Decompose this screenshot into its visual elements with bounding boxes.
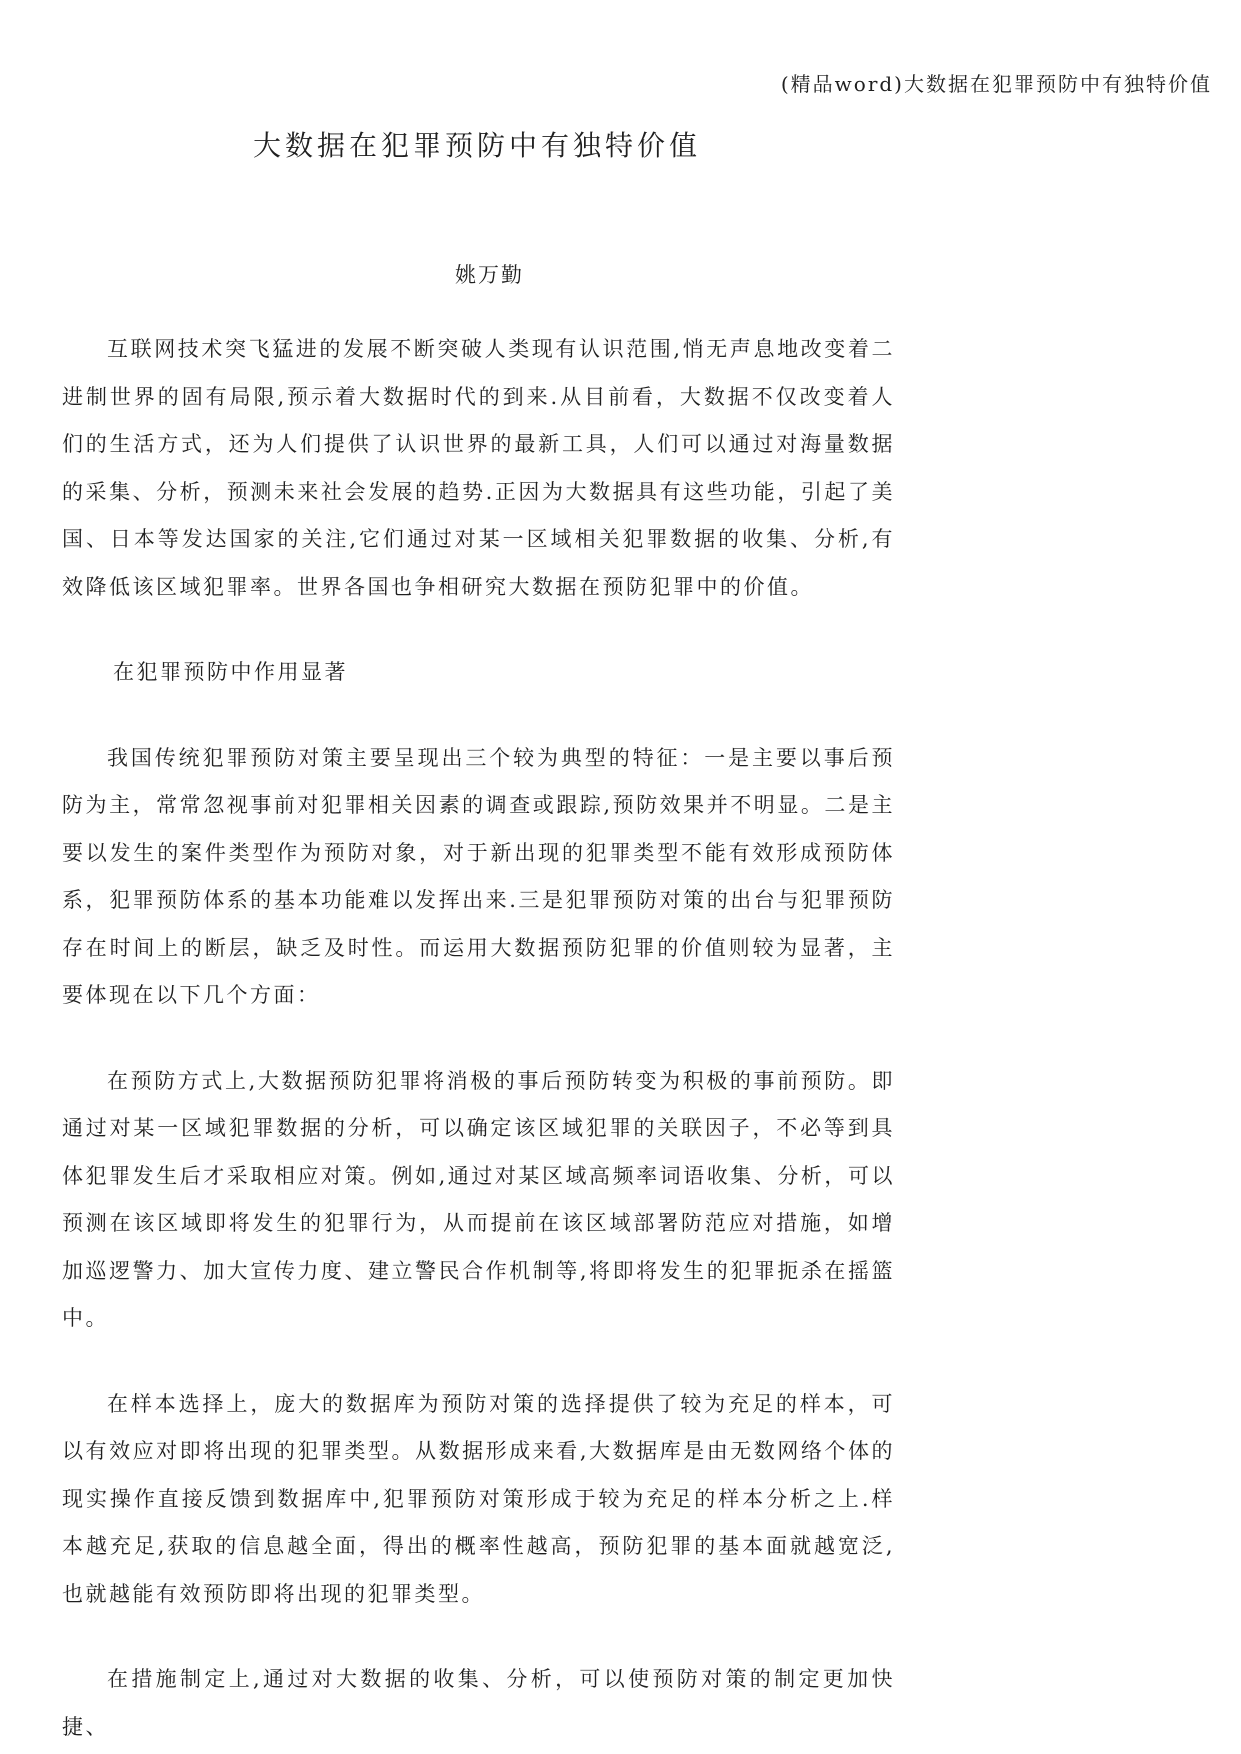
paragraph-prevention-method: 在预防方式上,大数据预防犯罪将消极的事后预防转变为积极的事前预防。即通过对某一区域犯罪数据的分析，可以确定该区域犯罪的关联因子，不必等到具体犯罪发生后才采取相应对策。例如,通过对某区域高频率词语收集、分析，可以预测在该区域即将发生的犯罪行为，从而提前在该区域部署防范应对措施，如增加巡逻警力、加大宣传力度、建立警民合作机制等,将即将发生的犯罪扼杀在摇篮中。: [62, 1068, 895, 1330]
author-name: 姚万勤: [455, 263, 524, 287]
paragraph-sample-selection: 在样本选择上，庞大的数据库为预防对策的选择提供了较为充足的样本，可以有效应对即将出现的犯罪类型。从数据形成来看,大数据库是由无数网络个体的现实操作直接反馈到数据库中,犯罪预防对策形成于较为充足的样本分析之上.样本越充足,获取的信息越全面，得出的概率性越高，预防犯罪的基本面就越宽泛,也就越能有效预防即将出现的犯罪类型。: [62, 1391, 895, 1606]
document-body: [62, 326, 895, 1751]
paragraph-intro: 互联网技术突飞猛进的发展不断突破人类现有认识范围,悄无声息地改变着二进制世界的固有局限,预示着大数据时代的到来.从目前看，大数据不仅改变着人们的生活方式，还为人们提供了认识世界的最新工具，人们可以通过对海量数据的采集、分析，预测未来社会发展的趋势.正因为大数据具有这些功能，引起了美国、日本等发达国家的关注,它们通过对某一区域相关犯罪数据的收集、分析,有效降低该区域犯罪率。世界各国也争相研究大数据在预防犯罪中的价值。: [62, 337, 895, 599]
page-header-watermark: (精品word)大数据在犯罪预防中有独特价值: [780, 72, 1212, 96]
paragraph-traditional-features: 我国传统犯罪预防对策主要呈现出三个较为典型的特征：一是主要以事后预防为主，常常忽视事前对犯罪相关因素的调查或跟踪,预防效果并不明显。二是主要以发生的案件类型作为预防对象，对于新出现的犯罪类型不能有效形成预防体系，犯罪预防体系的基本功能难以发挥出来.三是犯罪预防对策的出台与犯罪预防存在时间上的断层，缺乏及时性。而运用大数据预防犯罪的价值则较为显著，主要体现在以下几个方面：: [62, 745, 895, 1007]
paragraph-measures-partial: 在措施制定上,通过对大数据的收集、分析，可以使预防对策的制定更加快捷、: [62, 1667, 895, 1739]
document-title: 大数据在犯罪预防中有独特价值: [253, 129, 702, 162]
section-heading-crime-prevention: 在犯罪预防中作用显著: [113, 660, 348, 684]
